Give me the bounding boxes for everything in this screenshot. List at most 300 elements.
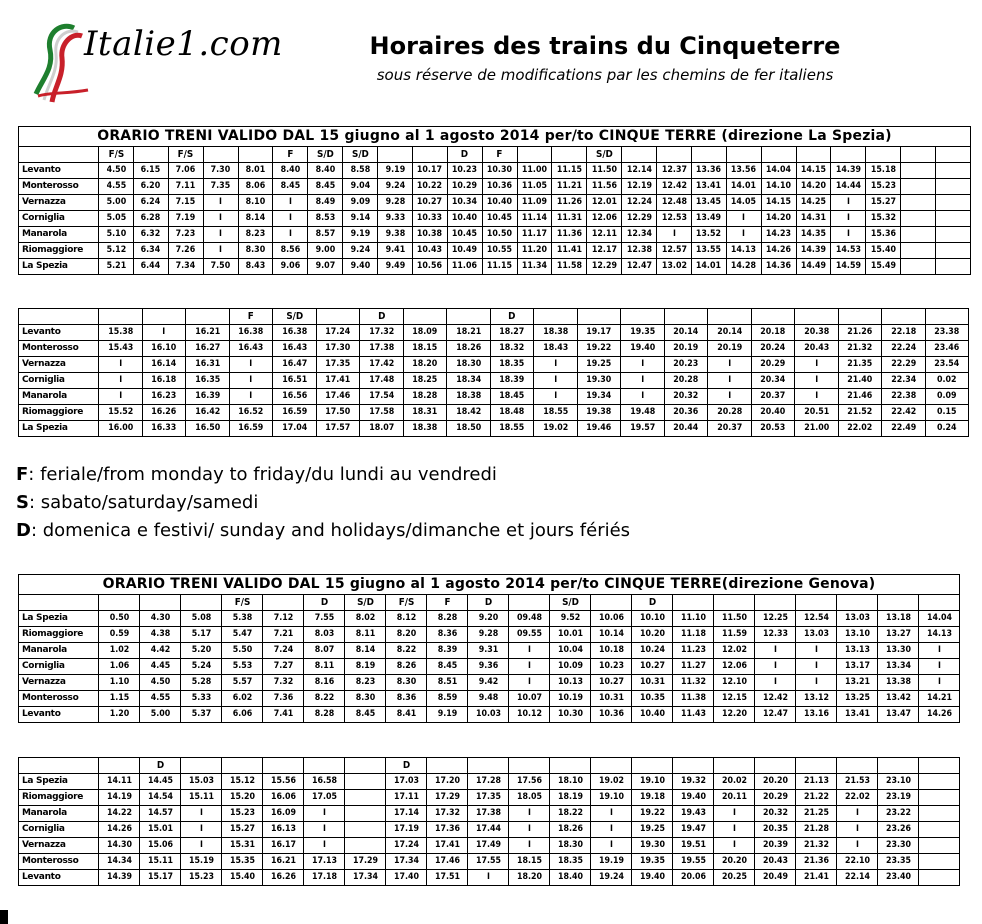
departure-time-cell: I (797, 357, 835, 373)
departure-time-cell: 19.30 (634, 838, 670, 854)
departure-time-cell: 10.23 (593, 659, 629, 675)
departure-time-cell: 9.31 (470, 643, 506, 659)
departure-time-cell: 16.56 (275, 389, 313, 405)
station-name: Vernazza (19, 675, 99, 691)
departure-time-cell: 10.50 (484, 227, 515, 243)
departure-time-cell: 9.24 (380, 179, 411, 195)
departure-time-cell: 21.28 (798, 822, 834, 838)
departure-time-cell: I (306, 838, 342, 854)
departure-time-cell: 8.30 (347, 691, 383, 707)
departure-time-cell: 9.04 (345, 179, 376, 195)
departure-time-cell: 17.54 (362, 389, 400, 405)
service-code-cell (797, 309, 835, 325)
departure-time-cell: 22.02 (839, 790, 875, 806)
service-code-cell (593, 595, 629, 611)
departure-time-cell: I (623, 373, 661, 389)
departure-time-cell: 5.57 (224, 675, 260, 691)
departure-time-cell: I (833, 211, 864, 227)
departure-time-cell (938, 211, 969, 227)
departure-time-cell: 10.40 (484, 195, 515, 211)
departure-time-cell: 9.19 (380, 163, 411, 179)
station-name: Monterosso (19, 179, 99, 195)
departure-time-cell: I (101, 357, 139, 373)
service-code-cell (240, 147, 271, 163)
departure-time-cell: 10.36 (484, 179, 515, 195)
departure-time-cell: 12.06 (716, 659, 752, 675)
departure-time-cell: 10.35 (634, 691, 670, 707)
departure-time-cell: 21.32 (798, 838, 834, 854)
departure-time-cell: 22.34 (884, 373, 922, 389)
departure-time-cell: 19.10 (634, 774, 670, 790)
timetable-direction-genova-afternoon (18, 757, 960, 886)
departure-time-cell: 5.53 (224, 659, 260, 675)
legend-key: D (16, 520, 31, 541)
legend-text: : sabato/saturday/samedi (28, 492, 259, 513)
departure-time-cell: 8.28 (306, 707, 342, 723)
service-code-cell (623, 309, 661, 325)
departure-time-cell: 18.55 (493, 421, 531, 437)
departure-time-cell: 10.17 (414, 163, 445, 179)
departure-time-cell: 10.30 (484, 163, 515, 179)
departure-time-cell: 14.15 (798, 163, 829, 179)
departure-time-cell: 18.48 (493, 405, 531, 421)
departure-time-cell: 8.51 (429, 675, 465, 691)
departure-time-cell: 16.27 (188, 341, 226, 357)
departure-time-cell: 11.56 (589, 179, 620, 195)
departure-time-cell: 15.17 (142, 870, 178, 886)
departure-time-cell: 8.23 (240, 227, 271, 243)
departure-time-cell: I (183, 822, 219, 838)
departure-time-cell: 5.17 (183, 627, 219, 643)
service-code-cell (552, 758, 588, 774)
departure-time-cell: 11.43 (675, 707, 711, 723)
departure-time-cell: 14.04 (921, 611, 957, 627)
service-code-cell (414, 147, 445, 163)
timetable-direction-genova-morning (18, 574, 960, 723)
departure-time-cell: 18.30 (552, 838, 588, 854)
table-row (19, 822, 960, 838)
departure-time-cell: 15.03 (183, 774, 219, 790)
departure-time-cell: 10.04 (552, 643, 588, 659)
departure-time-cell: 15.06 (142, 838, 178, 854)
departure-time-cell: 13.10 (839, 627, 875, 643)
departure-time-cell: 18.25 (406, 373, 444, 389)
departure-time-cell: 15.35 (224, 854, 260, 870)
legend-text: : feriale/from monday to friday/du lundi au vendredi (28, 464, 497, 485)
departure-time-cell: 23.40 (880, 870, 916, 886)
service-code-cell (511, 595, 547, 611)
departure-time-cell: 7.24 (265, 643, 301, 659)
departure-time-cell: 8.45 (347, 707, 383, 723)
departure-time-cell: 4.30 (142, 611, 178, 627)
table-row (19, 707, 960, 723)
departure-time-cell: 15.23 (224, 806, 260, 822)
departure-time-cell: 12.19 (624, 179, 655, 195)
departure-time-cell: 6.32 (135, 227, 166, 243)
departure-time-cell: 17.29 (429, 790, 465, 806)
departure-time-cell: 20.39 (757, 838, 793, 854)
station-name: Riomaggiore (19, 790, 99, 806)
departure-time-cell: 8.30 (388, 675, 424, 691)
departure-time-cell: 12.20 (716, 707, 752, 723)
service-code-cell (145, 309, 183, 325)
departure-time-cell: 8.28 (429, 611, 465, 627)
departure-time-cell (938, 227, 969, 243)
departure-time-cell: 6.34 (135, 243, 166, 259)
departure-time-cell: 8.03 (306, 627, 342, 643)
service-code-cell (347, 758, 383, 774)
departure-time-cell (903, 227, 934, 243)
departure-time-cell: 20.32 (757, 806, 793, 822)
departure-time-cell: 7.06 (170, 163, 201, 179)
service-code-cell (833, 147, 864, 163)
departure-time-cell: 18.27 (493, 325, 531, 341)
departure-time-cell: 12.17 (589, 243, 620, 259)
departure-time-cell: 14.44 (833, 179, 864, 195)
station-name: Riomaggiore (19, 627, 99, 643)
departure-time-cell: 12.24 (624, 195, 655, 211)
service-code-cell (23, 758, 93, 774)
logo-text: Italie1.com (84, 24, 283, 64)
station-name: Riomaggiore (19, 405, 99, 421)
departure-time-cell: 10.31 (634, 675, 670, 691)
departure-time-cell: 8.58 (345, 163, 376, 179)
departure-time-cell: I (470, 870, 506, 886)
departure-time-cell: 9.38 (380, 227, 411, 243)
departure-time-cell: 15.40 (224, 870, 260, 886)
departure-time-cell: 20.53 (754, 421, 792, 437)
service-code-cell (101, 758, 137, 774)
departure-time-cell: 18.15 (406, 341, 444, 357)
timetable-title: ORARIO TRENI VALIDO DAL 15 giugno al 1 agosto 2014 per/to CINQUE TERRE(direzione Genova) (19, 575, 960, 595)
service-code-cell: S/D (345, 147, 376, 163)
departure-time-cell: 10.14 (593, 627, 629, 643)
departure-time-cell: 18.26 (449, 341, 487, 357)
departure-time-cell: 7.21 (265, 627, 301, 643)
service-code-cell (757, 595, 793, 611)
departure-time-cell: 21.32 (841, 341, 879, 357)
code-row (19, 758, 960, 774)
departure-time-cell: 15.23 (868, 179, 899, 195)
station-name: Corniglia (19, 822, 99, 838)
service-code-cell: F/S (170, 147, 201, 163)
departure-time-cell: 10.29 (449, 179, 480, 195)
departure-time-cell: I (205, 211, 236, 227)
departure-time-cell: 14.25 (798, 195, 829, 211)
departure-time-cell: 4.55 (142, 691, 178, 707)
departure-time-cell: 22.02 (841, 421, 879, 437)
departure-time-cell: I (710, 373, 748, 389)
departure-time-cell: 9.07 (310, 259, 341, 275)
departure-time-cell: 11.34 (519, 259, 550, 275)
departure-time-cell: 12.10 (716, 675, 752, 691)
departure-time-cell: I (511, 675, 547, 691)
departure-time-cell: 0.15 (928, 405, 966, 421)
departure-time-cell: 16.21 (188, 325, 226, 341)
departure-time-cell: 14.34 (101, 854, 137, 870)
departure-time-cell: I (511, 659, 547, 675)
departure-time-cell: 13.47 (880, 707, 916, 723)
departure-time-cell: 14.04 (763, 163, 794, 179)
departure-time-cell: 11.06 (449, 259, 480, 275)
departure-time-cell: 9.20 (470, 611, 506, 627)
table-row (19, 870, 960, 886)
table-row (19, 195, 971, 211)
departure-time-cell: 10.43 (414, 243, 445, 259)
departure-time-cell: 14.39 (833, 163, 864, 179)
departure-time-cell: 19.18 (634, 790, 670, 806)
departure-time-cell: I (839, 838, 875, 854)
departure-time-cell: 11.36 (554, 227, 585, 243)
departure-time-cell: 23.30 (880, 838, 916, 854)
departure-time-cell: 8.12 (388, 611, 424, 627)
departure-time-cell: 10.19 (552, 691, 588, 707)
departure-time-cell: 15.49 (868, 259, 899, 275)
logo-ribbon-icon (32, 22, 92, 104)
departure-time-cell: 23.46 (928, 341, 966, 357)
departure-time-cell: 16.26 (145, 405, 183, 421)
departure-time-cell: 23.19 (880, 790, 916, 806)
departure-time-cell: 12.11 (589, 227, 620, 243)
departure-time-cell: I (716, 806, 752, 822)
departure-time-cell: 8.30 (240, 243, 271, 259)
departure-time-cell: 16.13 (265, 822, 301, 838)
departure-time-cell: 20.24 (754, 341, 792, 357)
departure-time-cell: 16.09 (265, 806, 301, 822)
departure-time-cell: I (232, 357, 270, 373)
departure-time-cell (921, 806, 957, 822)
departure-time-cell: 17.29 (347, 854, 383, 870)
departure-time-cell: 16.47 (275, 357, 313, 373)
departure-time-cell (903, 259, 934, 275)
departure-time-cell: 20.49 (757, 870, 793, 886)
departure-time-cell: 9.42 (470, 675, 506, 691)
departure-time-cell: 1.20 (101, 707, 137, 723)
departure-time-cell: 15.19 (183, 854, 219, 870)
table-row (19, 405, 969, 421)
table-row (19, 357, 969, 373)
service-code-cell (880, 758, 916, 774)
departure-time-cell: 20.14 (710, 325, 748, 341)
departure-time-cell: 16.42 (188, 405, 226, 421)
departure-time-cell: 1.06 (101, 659, 137, 675)
departure-time-cell: 17.49 (470, 838, 506, 854)
service-code-cell (624, 147, 655, 163)
departure-time-cell: 14.53 (833, 243, 864, 259)
departure-time-cell: 19.43 (675, 806, 711, 822)
departure-time-cell: 20.28 (667, 373, 705, 389)
departure-time-cell: 18.38 (536, 325, 574, 341)
departure-time-cell: 12.48 (659, 195, 690, 211)
departure-time-cell: 20.38 (797, 325, 835, 341)
station-name: Manarola (19, 227, 99, 243)
departure-time-cell: 10.22 (414, 179, 445, 195)
table-row (19, 227, 971, 243)
service-code-cell: S/D (275, 309, 313, 325)
departure-time-cell: 17.18 (306, 870, 342, 886)
departure-time-cell: 6.44 (135, 259, 166, 275)
service-code-cell (667, 309, 705, 325)
departure-time-cell: 17.57 (319, 421, 357, 437)
departure-time-cell: 13.36 (693, 163, 724, 179)
departure-time-cell: 15.36 (868, 227, 899, 243)
departure-time-cell: 0.50 (101, 611, 137, 627)
departure-time-cell: I (839, 822, 875, 838)
service-code-cell: S/D (552, 595, 588, 611)
departure-time-cell: 5.24 (183, 659, 219, 675)
departure-time-cell: 14.13 (921, 627, 957, 643)
departure-time-cell: 7.30 (205, 163, 236, 179)
departure-time-cell: 14.39 (798, 243, 829, 259)
departure-time-cell (903, 195, 934, 211)
departure-time-cell: 13.18 (880, 611, 916, 627)
departure-time-cell: I (798, 675, 834, 691)
departure-time-cell: 9.14 (345, 211, 376, 227)
departure-time-cell: 13.38 (880, 675, 916, 691)
table-row (19, 243, 971, 259)
departure-time-cell: 19.30 (580, 373, 618, 389)
departure-time-cell: 12.01 (589, 195, 620, 211)
departure-time-cell: 21.52 (841, 405, 879, 421)
departure-time-cell: 8.43 (240, 259, 271, 275)
service-code-cell (763, 147, 794, 163)
station-name: Vernazza (19, 195, 99, 211)
service-code-cell: F (275, 147, 306, 163)
departure-time-cell: 11.17 (519, 227, 550, 243)
service-code-cell (265, 758, 301, 774)
service-code-cell (693, 147, 724, 163)
table-row (19, 774, 960, 790)
service-code-cell (839, 595, 875, 611)
departure-time-cell: 23.38 (928, 325, 966, 341)
departure-time-cell: 8.36 (388, 691, 424, 707)
departure-time-cell: 9.49 (380, 259, 411, 275)
departure-time-cell: 17.04 (275, 421, 313, 437)
service-code-cell (554, 147, 585, 163)
departure-time-cell: 18.26 (552, 822, 588, 838)
departure-time-cell: 16.52 (232, 405, 270, 421)
departure-time-cell: 17.28 (470, 774, 506, 790)
service-code-cell (429, 758, 465, 774)
departure-time-cell: 13.02 (659, 259, 690, 275)
departure-time-cell: I (716, 822, 752, 838)
table-row (19, 421, 969, 437)
station-name: Monterosso (19, 854, 99, 870)
station-name: Levanto (19, 325, 99, 341)
departure-time-cell: 17.24 (319, 325, 357, 341)
departure-time-cell: 18.39 (493, 373, 531, 389)
departure-time-cell: 10.55 (484, 243, 515, 259)
departure-time-cell: I (710, 389, 748, 405)
departure-time-cell: 22.38 (884, 389, 922, 405)
departure-time-cell: 12.29 (624, 211, 655, 227)
station-name: Corniglia (19, 373, 99, 389)
departure-time-cell: 18.05 (511, 790, 547, 806)
departure-time-cell: 15.11 (142, 854, 178, 870)
departure-time-cell (938, 163, 969, 179)
departure-time-cell (903, 243, 934, 259)
departure-time-cell: 13.52 (693, 227, 724, 243)
departure-time-cell: 20.23 (667, 357, 705, 373)
departure-time-cell: 11.31 (554, 211, 585, 227)
departure-time-cell: 20.19 (667, 341, 705, 357)
departure-time-cell: 20.36 (667, 405, 705, 421)
departure-time-cell: 9.09 (345, 195, 376, 211)
departure-time-cell: 5.37 (183, 707, 219, 723)
departure-time-cell: 7.55 (306, 611, 342, 627)
service-code-cell (757, 758, 793, 774)
departure-time-cell: 5.47 (224, 627, 260, 643)
station-name: Corniglia (19, 659, 99, 675)
departure-time-cell: 5.50 (224, 643, 260, 659)
departure-time-cell: 12.02 (716, 643, 752, 659)
service-code-cell (205, 147, 236, 163)
departure-time-cell: 16.31 (188, 357, 226, 373)
departure-time-cell: 14.49 (798, 259, 829, 275)
departure-time-cell: 11.15 (554, 163, 585, 179)
departure-time-cell: 19.40 (634, 870, 670, 886)
departure-time-cell: 23.35 (880, 854, 916, 870)
departure-time-cell: 19.55 (675, 854, 711, 870)
departure-time-cell: 17.58 (362, 405, 400, 421)
station-name: Monterosso (19, 341, 99, 357)
departure-time-cell (938, 195, 969, 211)
departure-time-cell: 13.03 (798, 627, 834, 643)
table-row (19, 790, 960, 806)
departure-time-cell: 14.28 (728, 259, 759, 275)
departure-time-cell (921, 822, 957, 838)
departure-time-cell: 10.24 (634, 643, 670, 659)
departure-time-cell: 18.45 (493, 389, 531, 405)
departure-time-cell: 20.14 (667, 325, 705, 341)
departure-time-cell: 10.27 (634, 659, 670, 675)
departure-time-cell: 11.15 (484, 259, 515, 275)
service-code-cell: F/S (101, 147, 132, 163)
departure-time-cell: 20.25 (716, 870, 752, 886)
service-code-cell (135, 147, 166, 163)
departure-time-cell: 18.22 (552, 806, 588, 822)
departure-time-cell: I (275, 227, 306, 243)
departure-time-cell: I (623, 389, 661, 405)
departure-time-cell: I (757, 675, 793, 691)
departure-time-cell: 5.28 (183, 675, 219, 691)
departure-time-cell: 8.45 (275, 179, 306, 195)
departure-time-cell: 10.56 (414, 259, 445, 275)
departure-time-cell: 17.41 (319, 373, 357, 389)
station-name: Corniglia (19, 211, 99, 227)
departure-time-cell: 9.28 (380, 195, 411, 211)
departure-time-cell: 14.26 (763, 243, 794, 259)
departure-time-cell: 10.34 (449, 195, 480, 211)
departure-time-cell: 20.43 (757, 854, 793, 870)
departure-time-cell: I (798, 659, 834, 675)
station-name: Manarola (19, 389, 99, 405)
service-code-cell: D (142, 758, 178, 774)
departure-time-cell: 15.31 (224, 838, 260, 854)
service-code-cell: D (388, 758, 424, 774)
departure-time-cell: 12.38 (624, 243, 655, 259)
departure-time-cell: 13.17 (839, 659, 875, 675)
service-code-cell (449, 309, 487, 325)
service-code-cell: D (362, 309, 400, 325)
departure-time-cell: 13.25 (839, 691, 875, 707)
departure-time-cell: I (659, 227, 690, 243)
service-code-cell (921, 758, 957, 774)
departure-time-cell: 8.41 (388, 707, 424, 723)
departure-time-cell: 09.55 (511, 627, 547, 643)
departure-time-cell: 14.59 (833, 259, 864, 275)
departure-time-cell: 16.58 (306, 774, 342, 790)
